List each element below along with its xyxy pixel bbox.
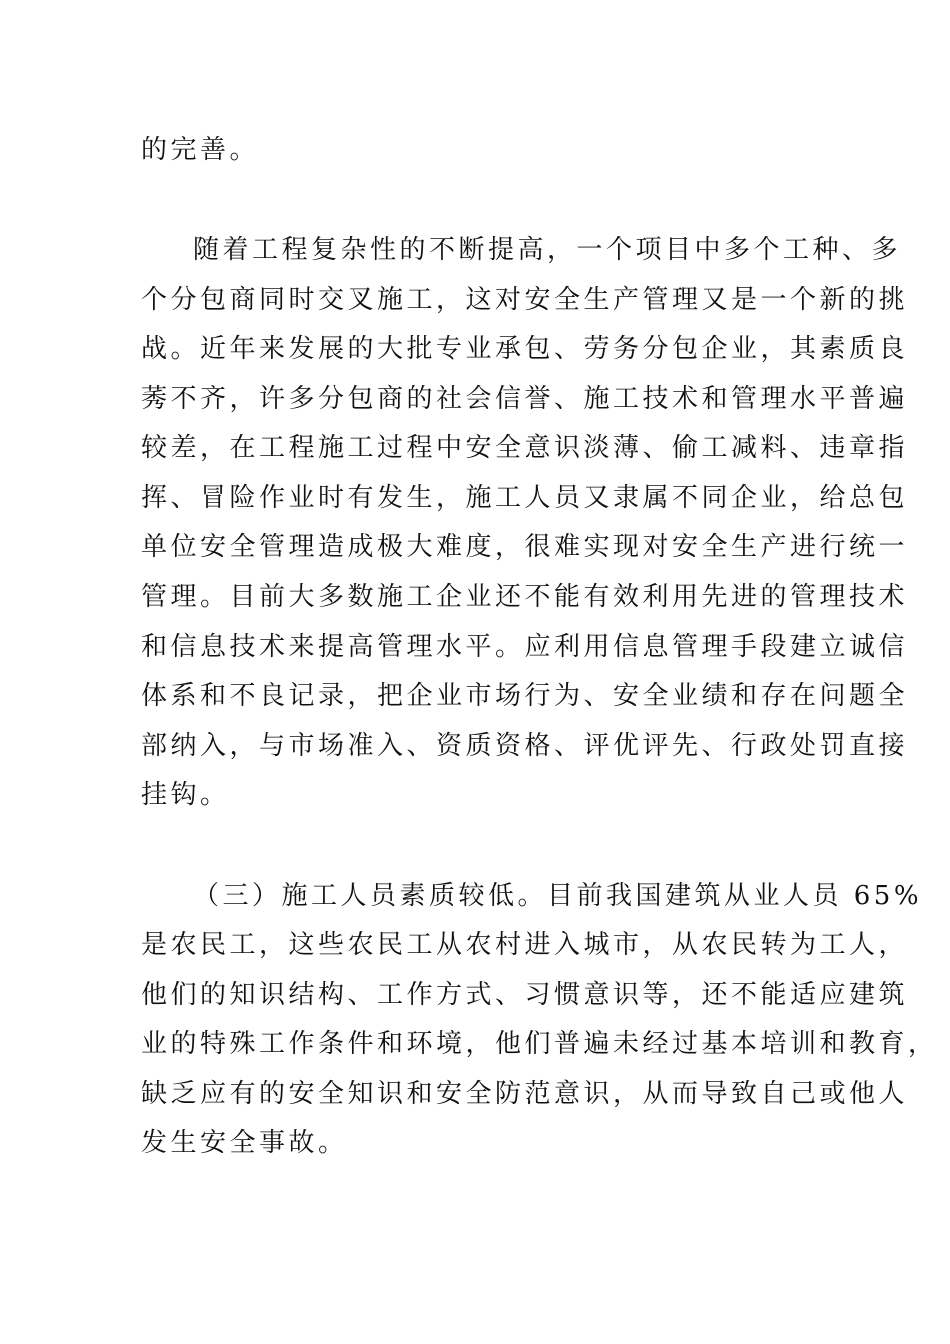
- text-line: 他们的知识结构、工作方式、习惯意识等，还不能适应建筑: [141, 980, 909, 1010]
- text-line: 业的特殊工作条件和环境，他们普遍未经过基本培训和教育，: [141, 1029, 938, 1059]
- text-line: 缺乏应有的安全知识和安全防范意识，从而导致自己或他人: [141, 1079, 909, 1109]
- text-line: 较差，在工程施工过程中安全意识淡薄、偷工减料、违章指: [141, 433, 909, 463]
- text-line: 战。近年来发展的大批专业承包、劳务分包企业，其素质良: [141, 334, 909, 364]
- text-line: 挂钩。: [141, 780, 230, 810]
- text-line: 是农民工，这些农民工从农村进入城市，从农民转为工人，: [141, 930, 909, 960]
- text-line: 部纳入，与市场准入、资质资格、评优评先、行政处罚直接: [141, 731, 909, 761]
- text-line: 管理。目前大多数施工企业还不能有效利用先进的管理技术: [141, 582, 909, 612]
- text-line: 单位安全管理造成极大难度，很难实现对安全生产进行统一: [141, 532, 909, 562]
- text-line: 挥、冒险作业时有发生，施工人员又隶属不同企业，给总包: [141, 483, 909, 513]
- text-line: （三）施工人员素质较低。目前我国建筑从业人员 65%: [193, 881, 923, 911]
- text-line: 个分包商同时交叉施工，这对安全生产管理又是一个新的挑: [141, 285, 909, 315]
- text-line: 体系和不良记录，把企业市场行为、安全业绩和存在问题全: [141, 681, 909, 711]
- text-line: 发生安全事故。: [141, 1128, 348, 1158]
- text-line: 的完善。: [141, 135, 260, 165]
- text-line: 莠不齐，许多分包商的社会信誉、施工技术和管理水平普遍: [141, 384, 909, 414]
- text-line: 随着工程复杂性的不断提高，一个项目中多个工种、多: [193, 235, 902, 265]
- text-line: 和信息技术来提高管理水平。应利用信息管理手段建立诚信: [141, 632, 909, 662]
